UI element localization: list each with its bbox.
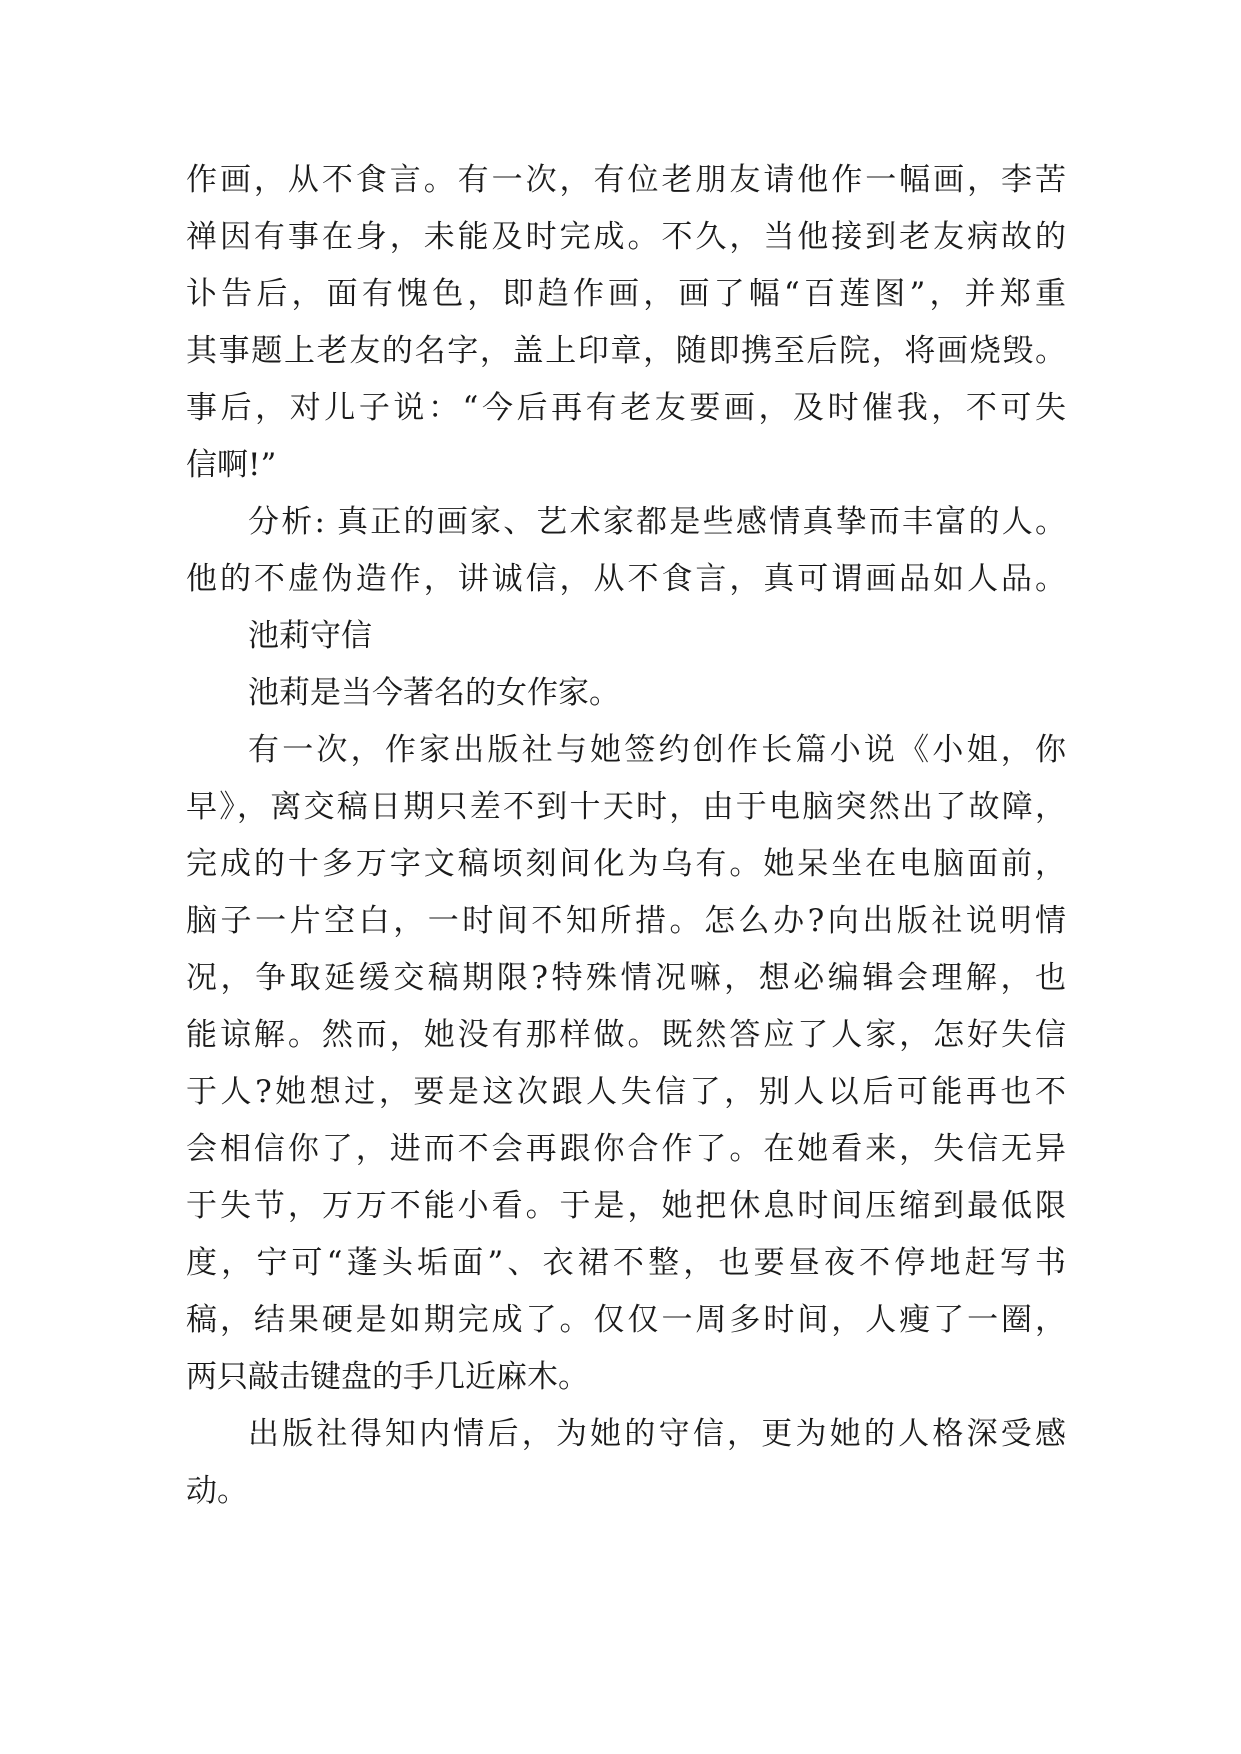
text-line: 事后，对儿子说：“今后再有老友要画，及时催我，不可失: [186, 390, 1066, 426]
text-line: 早》，离交稿日期只差不到十天时，由于电脑突然出了故障，: [186, 789, 1066, 825]
text-line: 讣告后，面有愧色，即趋作画，画了幅“百莲图”，并郑重: [186, 276, 1066, 312]
text-line: 两只敲击键盘的手几近麻木。: [186, 1359, 589, 1395]
text-line: 出版社得知内情后，为她的守信，更为她的人格深受感: [248, 1416, 1066, 1452]
text-line: 况，争取延缓交稿期限?特殊情况嘛，想必编辑会理解，也: [186, 960, 1066, 996]
analysis-line: 分析: 真正的画家、艺术家都是些感情真挚而丰富的人。: [248, 504, 1066, 540]
text-line: 作画，从不食言。有一次，有位老朋友请他作一幅画，李苦: [186, 162, 1066, 198]
text-line: 脑子一片空白，一时间不知所措。怎么办?向出版社说明情: [186, 903, 1066, 939]
text-line: 稿，结果硬是如期完成了。仅仅一周多时间，人瘦了一圈，: [186, 1302, 1066, 1338]
text-line: 禅因有事在身，未能及时完成。不久，当他接到老友病故的: [186, 219, 1066, 255]
document-body: [186, 152, 1066, 1520]
text-line: 度，宁可“蓬头垢面”、衣裙不整，也要昼夜不停地赶写书: [186, 1245, 1066, 1281]
text-line: 其事题上老友的名字，盖上印章，随即携至后院，将画烧毁。: [186, 333, 1066, 369]
section-heading: 池莉守信: [248, 618, 372, 654]
text-line: 池莉是当今著名的女作家。: [248, 675, 620, 711]
text-line: 动。: [186, 1473, 248, 1509]
text-line: 会相信你了，进而不会再跟你合作了。在她看来，失信无异: [186, 1131, 1066, 1167]
text-line: 于人?她想过，要是这次跟人失信了，别人以后可能再也不: [186, 1074, 1066, 1110]
text-line: 他的不虚伪造作，讲诚信，从不食言，真可谓画品如人品。: [186, 561, 1066, 597]
text-line: 完成的十多万字文稿顷刻间化为乌有。她呆坐在电脑面前，: [186, 846, 1066, 882]
text-line: 能谅解。然而，她没有那样做。既然答应了人家，怎好失信: [186, 1017, 1066, 1053]
text-line: 信啊!”: [186, 447, 277, 483]
text-line: 有一次，作家出版社与她签约创作长篇小说《小姐，你: [248, 732, 1066, 768]
text-line: 于失节，万万不能小看。于是，她把休息时间压缩到最低限: [186, 1188, 1066, 1224]
